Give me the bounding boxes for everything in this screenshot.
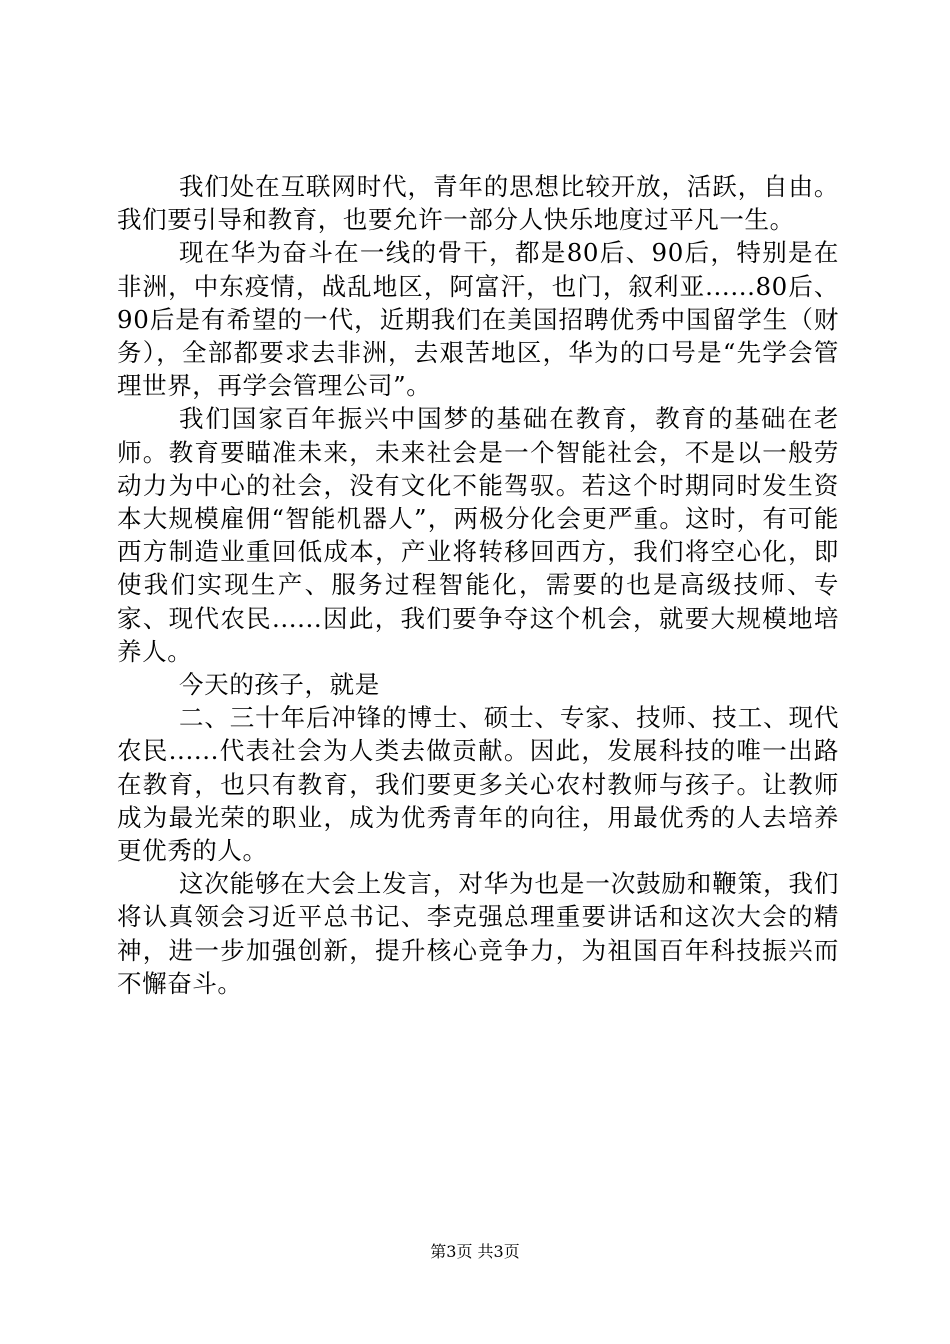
paragraph-education-foundation: 我们国家百年振兴中国梦的基础在教育，教育的基础在老师。教育要瞄准未来，未来社会是一个智能社会，不是以一般劳动力为中心的社会，没有文化不能驾驭。若这个时期同时发生资本大规模雇佣“智能机器人”，两极分化会更严重。这时，有可能西方制造业重回低成本，产业将转移回西方，我们将空心化，即使我们实现生产、服务过程智能化，需要的也是高级技师、专家、现代农民......因此，我们要争夺这个机会，就要大规模地培养人。 xyxy=(117,404,839,666)
paragraph-todays-children: 今天的孩子，就是 xyxy=(179,670,380,700)
paragraph-closing: 这次能够在大会上发言，对华为也是一次鼓励和鞭策，我们将认真领会习近平总书记、李克强总理重要讲话和这次大会的精神，进一步加强创新，提升核心竞争力，为祖国百年科技振兴而不懈奋斗。 xyxy=(117,869,839,998)
paragraph-future-doctors: 二、三十年后冲锋的博士、硕士、专家、技师、技工、现代农民......代表社会为人类去做贡献。因此，发展科技的唯一出路在教育，也只有教育，我们要更多关心农村教师与孩子。让教师成为最光荣的职业，成为优秀青年的向往，用最优秀的人去培养更优秀的人。 xyxy=(117,703,839,866)
paragraph-internet-era: 我们处在互联网时代，青年的思想比较开放，活跃，自由。我们要引导和教育，也要允许一部分人快乐地度过平凡一生。 xyxy=(117,172,839,235)
page-footer: 第3页 共3页 xyxy=(430,1242,520,1261)
paragraph-huawei-frontline: 现在华为奋斗在一线的骨干，都是80后、90后，特别是在非洲，中东疫情，战乱地区，阿富汗，也门，叙利亚......80后、90后是有希望的一代，近期我们在美国招聘优秀中国留学生（财务），全部都要求去非洲，去艰苦地区，华为的口号是“先学会管理世界，再学会管理公司”。 xyxy=(117,238,839,401)
document-body xyxy=(117,170,839,1000)
